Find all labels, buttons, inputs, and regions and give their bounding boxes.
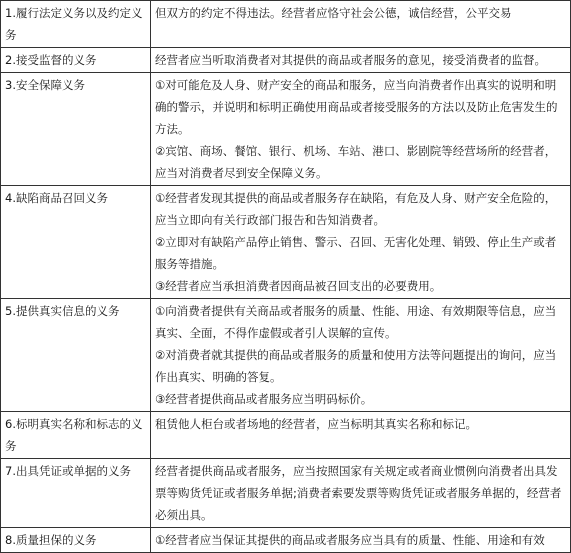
duty-description-paragraph: 经营者应当听取消费者对其提供的商品或者服务的意见，接受消费者的监督。: [155, 53, 546, 67]
duty-description-paragraph: ②宾馆、商场、餐馆、银行、机场、车站、港口、影剧院等经营场所的经营者，应当对消费者尽到安全保障义务。: [155, 144, 557, 180]
duty-description-paragraph: ②立即对有缺陷产品停止销售、警示、召回、无害化处理、销毁、停止生产或者服务等措施。: [155, 235, 557, 271]
duty-description-paragraph: 但双方的约定不得违法。经营者应恪守社会公德，诚信经营，公平交易: [155, 6, 512, 20]
table-row: [1, 299, 571, 412]
duty-description-cell: [151, 73, 571, 186]
duty-description-paragraph: 租赁他人柜台或者场地的经营者，应当标明其真实名称和标记。: [155, 417, 477, 431]
duty-description-paragraph: 经营者提供商品或者服务，应当按照国家有关规定或者商业惯例向消费者出具发票等购货凭证或者服务单据;消费者索要发票等购货凭证或者服务单据的，经营者必须出具。: [155, 464, 562, 522]
duty-description-paragraph: ③经营者应当承担消费者因商品被召回支出的必要费用。: [155, 279, 442, 293]
table-row: [1, 459, 571, 528]
duty-name-cell: 1.履行法定义务以及约定义务: [1, 1, 151, 48]
duty-description-paragraph: ①向消费者提供有关商品或者服务的质量、性能、用途、有效期限等信息，应当真实、全面，不得作虚假或者引人误解的宣传。: [155, 304, 557, 340]
duty-description-cell: [151, 186, 571, 299]
duty-name-cell: 4.缺陷商品召回义务: [1, 186, 151, 299]
duty-description-paragraph: ①经营者发现其提供的商品或者服务存在缺陷，有危及人身、财产安全危险的，应当立即向有关行政部门报告和告知消费者。: [155, 191, 557, 227]
duty-description-cell: [151, 459, 571, 528]
duty-description-cell: [151, 48, 571, 73]
duty-name-cell: 7.出具凭证或单据的义务: [1, 459, 151, 528]
table-row: [1, 412, 571, 459]
duty-name-cell: 2.接受监督的义务: [1, 48, 151, 73]
table-body: [1, 1, 571, 553]
duty-name-cell: 8.质量担保的义务: [1, 528, 151, 553]
duty-name-cell: 6.标明真实名称和标志的义务: [1, 412, 151, 459]
duty-name-cell: 5.提供真实信息的义务: [1, 299, 151, 412]
duty-name-cell: 3.安全保障义务: [1, 73, 151, 186]
table-row: [1, 528, 571, 553]
duty-description-paragraph: ②对消费者就其提供的商品或者服务的质量和使用方法等问题提出的询问，应当作出真实、明确的答复。: [155, 348, 557, 384]
table-row: [1, 1, 571, 48]
table-row: [1, 73, 571, 186]
duty-description-paragraph: ①经营者应当保证其提供的商品或者服务应当具有的质量、性能、用途和有效: [155, 533, 545, 547]
duty-description-cell: [151, 299, 571, 412]
duty-description-paragraph: ①对可能危及人身、财产安全的商品和服务，应当向消费者作出真实的说明和明确的警示，并说明和标明正确使用商品或者接受服务的方法以及防止危害发生的方法。: [155, 78, 558, 136]
duty-description-cell: [151, 412, 571, 459]
duty-description-paragraph: ③经营者提供商品或者服务应当明码标价。: [155, 392, 373, 406]
table-row: [1, 48, 571, 73]
duty-description-cell: [151, 528, 571, 553]
table-row: [1, 186, 571, 299]
duty-description-cell: [151, 1, 571, 48]
